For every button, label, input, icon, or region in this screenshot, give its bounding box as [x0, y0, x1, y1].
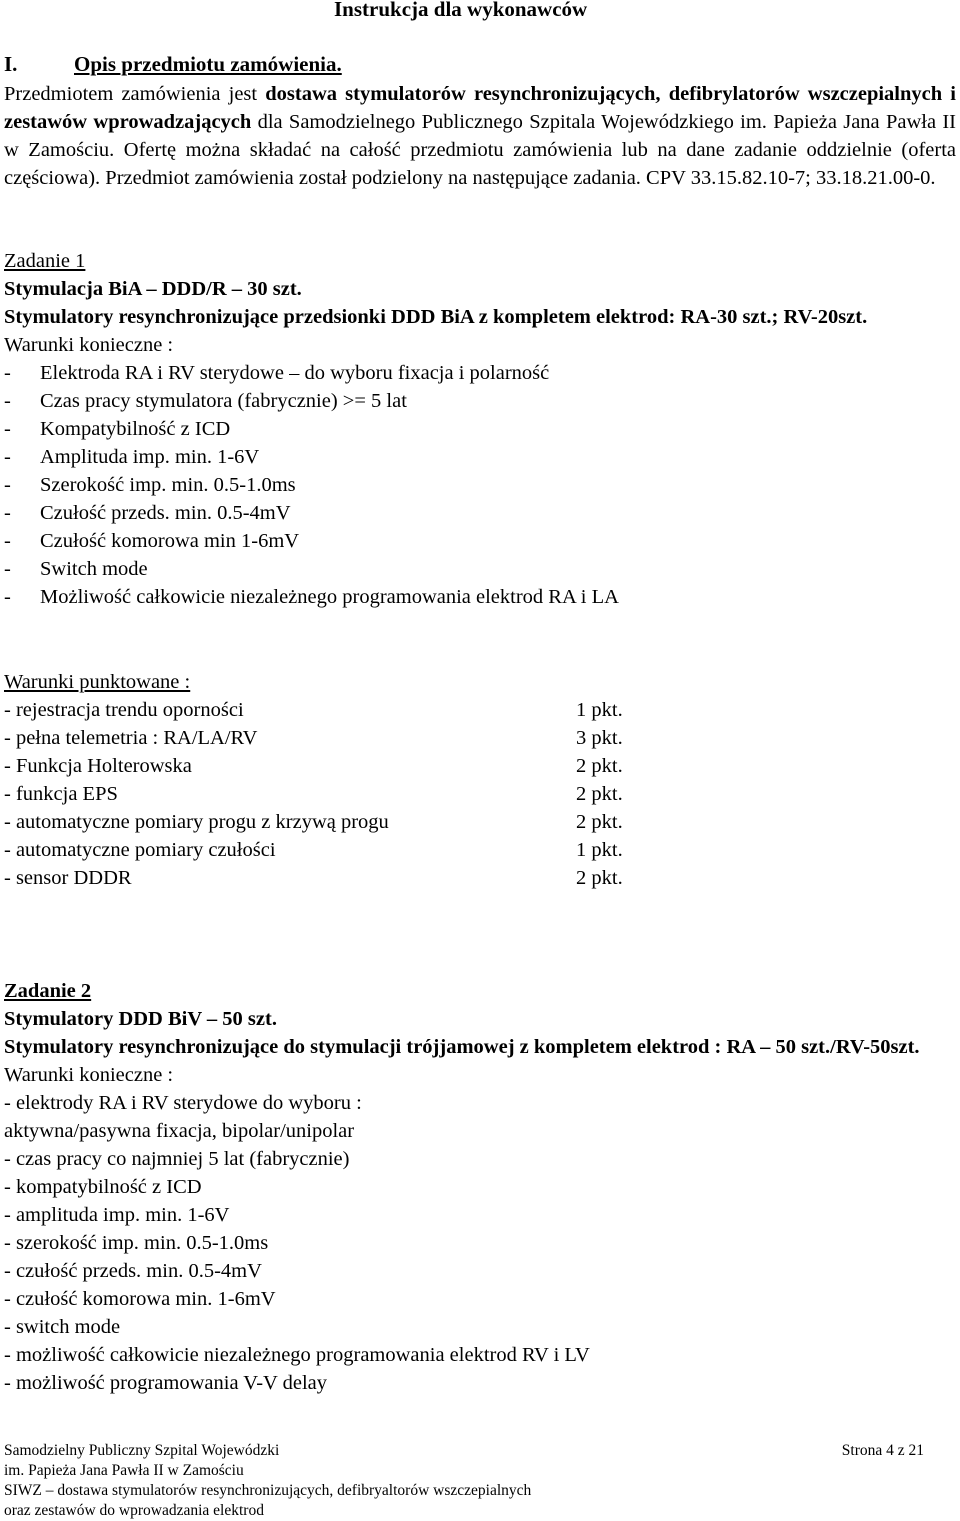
- list-item: - amplituda imp. min. 1-6V: [4, 1204, 230, 1226]
- list-item: - Czułość komorowa min 1-6mV: [4, 530, 300, 552]
- intro-text-bold: dostawa stymulatorów resynchronizujących, defibrylatorów wszczepialnych i zestawów wprowadzających: [4, 83, 956, 133]
- task2-description: Stymulatory resynchronizujące do stymulacji trójjamowej z kompletem elektrod : RA – 50 szt./RV-50szt.: [4, 1036, 920, 1058]
- intro-text-end: dla Samodzielnego Publicznego Szpitala Wojewódzkiego im. Papieża Jana Pawła II w Zamościu. Ofertę można składać na całość przedmiotu zamówienia lub na dane zadanie oddzielnie (oferta częściowa). Przedmiot zamówienia został podzielony na następujące zadania. CPV 33.15.82.10-7; 33.18.21.00-0.: [4, 111, 956, 189]
- table-row: - automatyczne pomiary progu z krzywą progu 2 pkt.: [4, 811, 623, 833]
- task1-description: Stymulatory resynchronizujące przedsionki DDD BiA z kompletem elektrod: RA-30 szt.; RV-20szt.: [4, 306, 868, 328]
- task1-required-list: [4, 359, 956, 611]
- list-item: - Szerokość imp. min. 0.5-1.0ms: [4, 474, 296, 496]
- task1-subtitle: Stymulacja BiA – DDD/R – 30 szt.: [4, 278, 302, 300]
- section-heading: [4, 52, 342, 77]
- intro-paragraph: [4, 80, 956, 192]
- table-row: - Funkcja Holterowska 2 pkt.: [4, 755, 623, 777]
- list-item: - Czas pracy stymulatora (fabrycznie) >= 5 lat: [4, 390, 407, 412]
- footer-line-2: im. Papieża Jana Pawła II w Zamościu: [4, 1462, 244, 1479]
- section-number: I.: [4, 52, 18, 76]
- task1-heading: Zadanie 1: [4, 250, 86, 272]
- footer-line-1: Samodzielny Publiczny Szpital Wojewódzki: [4, 1442, 280, 1459]
- list-item: - Switch mode: [4, 558, 148, 580]
- page-header-title: Instrukcja dla wykonawców: [334, 0, 588, 21]
- table-row: - funkcja EPS 2 pkt.: [4, 783, 623, 805]
- list-item: - czas pracy co najmniej 5 lat (fabrycznie): [4, 1148, 350, 1170]
- list-item: - szerokość imp. min. 0.5-1.0ms: [4, 1232, 269, 1254]
- task2-required-label: Warunki konieczne :: [4, 1064, 174, 1086]
- list-item: - czułość przeds. min. 0.5-4mV: [4, 1260, 262, 1282]
- task2-subtitle: Stymulatory DDD BiV – 50 szt.: [4, 1008, 277, 1030]
- list-item: - Elektroda RA i RV sterydowe – do wyboru fixacja i polarność: [4, 362, 550, 384]
- page-footer: [4, 1441, 956, 1521]
- table-row: - automatyczne pomiary czułości 1 pkt.: [4, 839, 623, 861]
- page-number: Strona 4 z 21: [841, 1442, 924, 1459]
- section-title: Opis przedmiotu zamówienia.: [74, 52, 342, 76]
- task2-required-list: [4, 1089, 956, 1397]
- list-item: - kompatybilność z ICD: [4, 1176, 202, 1198]
- list-item: - Amplituda imp. min. 1-6V: [4, 446, 260, 468]
- footer-line-3: SIWZ – dostawa stymulatorów resynchronizujących, defibryaltorów wszczepialnych: [4, 1482, 532, 1499]
- task1-scored-block: [4, 668, 956, 892]
- task1-required-label: Warunki konieczne :: [4, 334, 174, 356]
- table-row: - pełna telemetria : RA/LA/RV 3 pkt.: [4, 727, 623, 749]
- intro-text-start: Przedmiotem zamówienia jest: [4, 83, 266, 105]
- task1-scored-label: Warunki punktowane :: [4, 671, 191, 693]
- list-item: - Czułość przeds. min. 0.5-4mV: [4, 502, 291, 524]
- list-item: aktywna/pasywna fixacja, bipolar/unipolar: [4, 1120, 355, 1142]
- list-item: - elektrody RA i RV sterydowe do wyboru :: [4, 1092, 362, 1114]
- list-item: - możliwość całkowicie niezależnego programowania elektrod RV i LV: [4, 1344, 590, 1366]
- list-item: - czułość komorowa min. 1-6mV: [4, 1288, 276, 1310]
- list-item: - możliwość programowania V-V delay: [4, 1372, 327, 1394]
- footer-line-4: oraz zestawów do wprowadzania elektrod: [4, 1502, 264, 1519]
- list-item: - Kompatybilność z ICD: [4, 418, 231, 440]
- task1-block: [4, 247, 956, 611]
- task2-heading: Zadanie 2: [4, 980, 92, 1002]
- list-item: - Możliwość całkowicie niezależnego programowania elektrod RA i LA: [4, 586, 619, 608]
- table-row: - rejestracja trendu oporności 1 pkt.: [4, 699, 623, 721]
- task2-block: [4, 977, 956, 1397]
- table-row: - sensor DDDR 2 pkt.: [4, 867, 623, 889]
- list-item: - switch mode: [4, 1316, 121, 1338]
